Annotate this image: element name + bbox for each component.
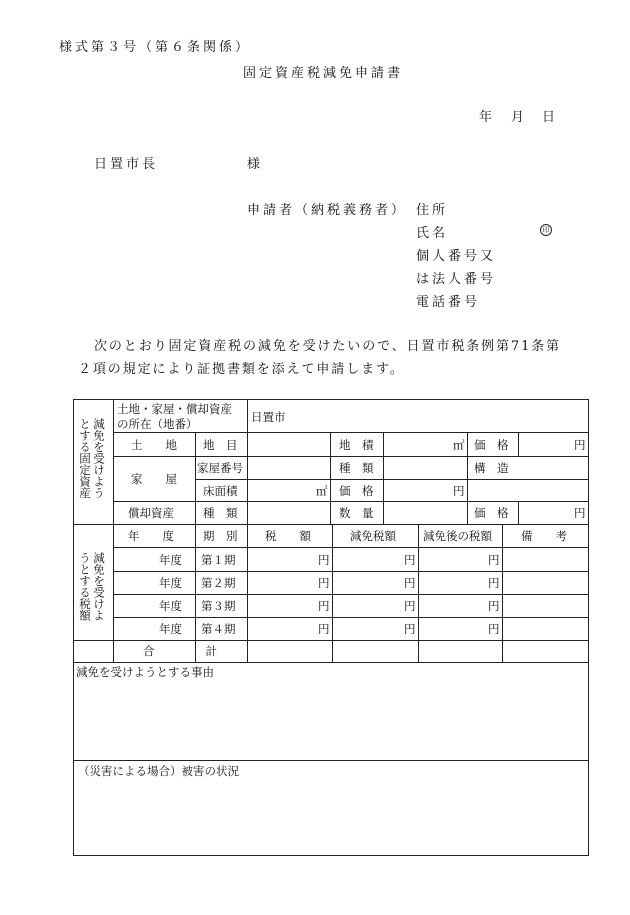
applicant-id-label-2: は法人番号 (416, 272, 497, 287)
tax-row-period: 第１期 (201, 553, 236, 567)
applicant-label: 申請者（納税義務者） (247, 203, 408, 218)
house-price-label: 価 格 (339, 484, 374, 498)
tax-row-reduction-unit: 円 (404, 622, 416, 636)
depreciable-kind-label: 種 類 (203, 506, 238, 520)
damage-label: （災害による場合）被害の状況 (78, 764, 239, 778)
statement-line-2: ２項の規定により証拠書類を添えて申請します。 (78, 362, 405, 377)
tax-section-label: 減免を受けようとする税額 (78, 552, 106, 621)
floor-area-unit: ㎡ (316, 484, 328, 498)
seal-mark-icon: 印 (540, 224, 552, 236)
tax-row-year: 年度 (159, 599, 182, 613)
addressee-honorific: 様 (247, 157, 261, 172)
tax-row-reduction-unit: 円 (404, 599, 416, 613)
land-label: 土 地 (131, 438, 177, 452)
header-period: 期 別 (203, 529, 238, 543)
tax-row-year: 年度 (159, 576, 182, 590)
date-year: 年 (479, 110, 493, 125)
header-reduction: 減免税額 (350, 529, 396, 543)
land-price-label: 価 格 (474, 438, 509, 452)
land-price-unit: 円 (574, 438, 586, 452)
depreciable-price-label: 価 格 (474, 506, 509, 520)
depreciable-price-unit: 円 (574, 506, 586, 520)
house-structure-label: 構 造 (474, 461, 509, 475)
tax-row-amount-unit: 円 (318, 576, 330, 590)
tax-row-year: 年度 (159, 553, 182, 567)
tax-row-after-unit: 円 (488, 622, 500, 636)
property-section-label: 減免を受けようとする固定資産 (78, 418, 106, 499)
location-label-2: の所在（地番） (117, 417, 198, 431)
tax-row-period: 第４期 (201, 622, 236, 636)
form-number: 様式第３号（第６条関係） (59, 40, 252, 55)
reason-label: 減免を受けようとする事由 (76, 665, 214, 679)
tax-row-after-unit: 円 (488, 553, 500, 567)
tax-row-year: 年度 (159, 622, 182, 636)
tax-row-reduction-unit: 円 (404, 553, 416, 567)
applicant-id-label-1: 個人番号又 (416, 249, 497, 264)
applicant-phone-label: 電話番号 (416, 295, 481, 310)
tax-row-after-unit: 円 (488, 576, 500, 590)
applicant-name-label: 氏名 (416, 226, 449, 241)
header-remarks: 備 考 (521, 529, 567, 543)
land-area-label: 地 積 (339, 438, 374, 452)
land-area-unit: ㎡ (453, 438, 465, 452)
header-year: 年 度 (128, 529, 174, 543)
tax-row-after-unit: 円 (488, 599, 500, 613)
tax-row-reduction-unit: 円 (404, 576, 416, 590)
tax-row-period: 第２期 (201, 576, 236, 590)
tax-row-amount-unit: 円 (318, 599, 330, 613)
date-month: 月 (511, 110, 525, 125)
land-type-label: 地 目 (203, 438, 238, 452)
statement-line-1: 次のとおり固定資産税の減免を受けたいので、日置市税条例第71条第 (94, 339, 562, 354)
house-label: 家 屋 (131, 472, 177, 486)
tax-row-amount-unit: 円 (318, 622, 330, 636)
house-number-label: 家屋番号 (197, 461, 243, 475)
depreciable-qty-label: 数 量 (339, 506, 374, 520)
tax-row-period: 第３期 (201, 599, 236, 613)
tax-row-amount-unit: 円 (318, 553, 330, 567)
applicant-address-label: 住所 (416, 203, 449, 218)
header-after: 減免後の税額 (423, 529, 492, 543)
header-amount: 税 額 (265, 529, 311, 543)
addressee-name: 日置市長 (94, 157, 159, 172)
house-kind-label: 種 類 (339, 461, 374, 475)
date-day: 日 (542, 110, 556, 125)
floor-area-label: 床面積 (203, 484, 238, 498)
form-title: 固定資産税減免申請書 (243, 66, 404, 81)
depreciable-label: 償却資産 (128, 506, 174, 520)
house-price-unit: 円 (453, 484, 465, 498)
location-label-1: 土地・家屋・償却資産 (117, 402, 232, 416)
location-value[interactable]: 日置市 (251, 410, 286, 424)
total-label: 合 計 (143, 644, 218, 658)
